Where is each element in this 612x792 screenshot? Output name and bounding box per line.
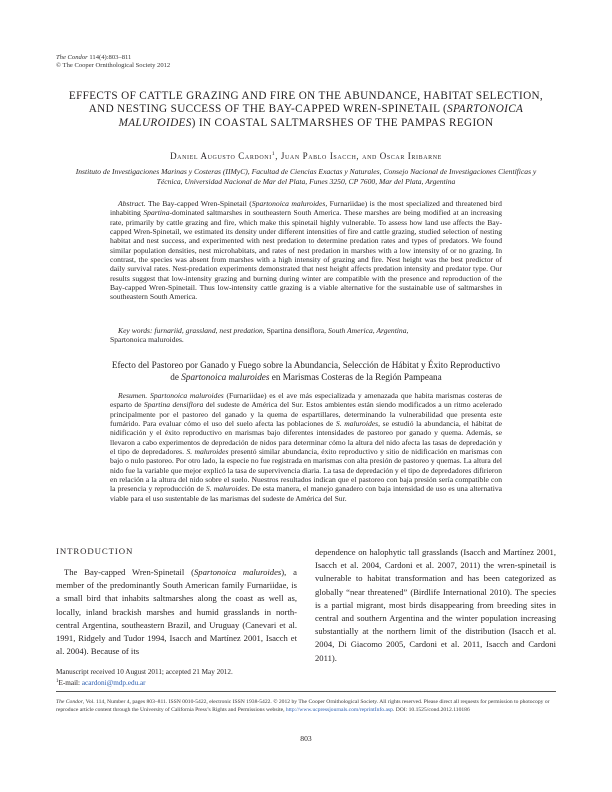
- intro-paragraph-2: dependence on halophytic tall grasslands (Isacch and Martínez 2001, Isacch et al. 2004, Cardoni et al. 2007, 2011) the wren-spinetail is vulnerable to habitat transformation and has been categorized as globally “near threatened” (Birdlife International 2010). The species is a partial migrant, most birds disappearing from breeding sites in central and southern Argentina and the winter population increasing substantially at the northern limit of the distribution (Isacch et al. 2004, Di Giacomo 2005, Cardoni et al. 2011, Isacch and Cardoni 2011).: [315, 547, 556, 663]
- section-heading-introduction: INTRODUCTION: [56, 546, 134, 556]
- abstract-label: Abstract.: [118, 199, 146, 208]
- affiliation: Instituto de Investigaciones Marinas y Costeras (IIMyC), Facultad de Ciencias Exactas y Naturales, Consejo Nacional de Investigaciones Científicas y Técnica, Universidad Nacional de Mar del Plata, Funes 3250, CP 7600, Mar del Plata, Argentina: [75, 167, 537, 186]
- article-title: EFFECTS OF CATTLE GRAZING AND FIRE ON THE ABUNDANCE, HABITAT SELECTION, AND NESTING SUCCESS OF THE BAY-CAPPED WREN-SPINETAIL (SPARTONOICA MALUROIDES) IN COASTAL SALTMARSHES OF THE PAMPAS REGION: [68, 90, 544, 129]
- resumen: Resumen. Spartonoica maluroides (Furnariidae) es el ave más especializada y amenazada que habita marismas costeras de esparto de Spartina densiflora del sudeste de América del Sur. Estos ambientes están siendo modificados a un ritmo acelerado principalmente por el pastoreo del ganado y la quema de espartillares, determinando la vulnerabilidad que presenta este furnárido. Para evaluar cómo el uso del suelo afecta las poblaciones de S. maluroides, se estudió la abundancia, el hábitat de nidificación y el éxito reproductivo en marismas bajo diferentes intensidades de pastoreo por ganado y quema. Además, se llevaron a cabo experimentos de depredación de nidos para determinar cómo la altura del nido afecta las tasas de depredación y el tipo de depredadores. S. maluroides presentó similar abundancia, éxito reproductivo y sitio de nidificación en marismas con bajo o nulo pastoreo. Por otro lado, la especie no fue registrada en marismas con alta presión de pastoreo y quemas. La altura del nido fue la variable que mejor explicó la tasa de supervivencia diaria. La tasa de depredación y el tipo de depredadores difirieron en relación a la altura del nido sobre el suelo. Nuestros resultados indican que el pastoreo con baja presión sería compatible con la presencia y reproducción de S. maluroides. De esta manera, el manejo ganadero con baja intensidad de uso es una alternativa viable para el uso sustentable de las marismas del sudeste de América del Sur.: [110, 391, 503, 503]
- email-link[interactable]: acardoni@mdp.edu.ar: [81, 679, 146, 688]
- journal-header: [56, 54, 170, 71]
- author-footnote-marker: 1: [271, 151, 276, 157]
- journal-name: The Condor: [56, 54, 88, 61]
- spanish-title: Efecto del Pastoreo por Ganado y Fuego sobre la Abundancia, Selección de Hábitat y Éxito Reproductivo de Spartonoica maluroides en Marismas Costeras de la Región Pampeana: [111, 360, 501, 382]
- email-footnote: $^1$E-mail: acardoni@mdp.edu.ar: [56, 679, 146, 688]
- left-column: [56, 546, 297, 658]
- abstract: Abstract. The Bay-capped Wren-Spinetail (Spartonoica maluroides, Furnariidae) is the most specialized and threatened bird inhabiting Spartina-dominated saltmarshes in southeastern South America. These marshes are being modified at an increasing rate, primarily by cattle grazing and fire, which make this spinetail highly vulnerable. To assess how land use affects the Bay-capped Wren-Spinetail, we estimated its density under different intensities of fire and cattle grazing, studied selection of nesting habitat and nest success, and experimented with nest predation to determine predation rates and types of predators. We found similar population densities, nest microhabitats, and rates of nest predation in marshes with a low intensity of or no grazing. In contrast, the species was absent from marshes with a high intensity of grazing and fire. Nest height was the best predictor of daily survival rates. Nest-predation experiments demonstrated that nest height affects predation intensity and predator type. Our results suggest that low-intensity grazing and burning during winter are compatible with the presence and reproduction of the Bay-capped Wren-Spinetail. Thus low-intensity cattle grazing is a viable alternative for the sustainable use of saltmarshes in southeastern South America.: [110, 199, 503, 302]
- right-column: [315, 546, 556, 665]
- manuscript-dates: Manuscript received 10 August 2011; accepted 21 May 2012.: [56, 668, 233, 676]
- resumen-label: Resumen.: [118, 391, 148, 400]
- permissions-link[interactable]: http://www.ucpressjournals.com/reprintInfo.asp: [285, 707, 393, 714]
- keywords-label: Key words:: [118, 326, 153, 335]
- footnotes: [56, 668, 356, 689]
- copyright-line: © The Cooper Ornithological Society 2012: [56, 62, 171, 70]
- page-number: 803: [300, 734, 312, 743]
- title-species: SPARTONOICA MALUROIDES: [118, 103, 524, 129]
- keywords: Key words: furnariid, grassland, nest predation, Spartina densiflora, South America, Argentina, Spartonoica maluroides.: [110, 326, 409, 345]
- footer-divider: [56, 691, 556, 692]
- copyright-footer: The Condor, Vol. 114, Number 4, pages 803–811. ISSN 0010-5422, electronic ISSN 1938-5422. © 2012 by The Cooper Ornithological Society. All rights reserved. Please direct all requests for permission to photocopy or reproduce article content through the University of California Press’s Rights and Permissions website, http://www.ucpressjournals.com/reprintInfo.asp. DOI: 10.1525/cond.2012.110186: [56, 699, 550, 714]
- journal-volume: 114(4):803–811: [87, 54, 132, 61]
- authors: Daniel Augusto Cardoni$^1$, Juan Pablo Isacch, and Oscar Iribarne: [170, 151, 442, 161]
- intro-paragraph-1: The Bay-capped Wren-Spinetail (Spartonoica maluroides), a member of the predominantly South American family Furnariidae, is a small bird that inhabits saltmarshes along the coast as well as, locally, inland brackish marshes and humid grasslands in north-central Argentina, southeastern Brazil, and Uruguay (Canevari et al. 1991, Ridgely and Tudor 1994, Isacch and Martínez 2001, Isacch et al. 2004). Because of its: [56, 567, 297, 657]
